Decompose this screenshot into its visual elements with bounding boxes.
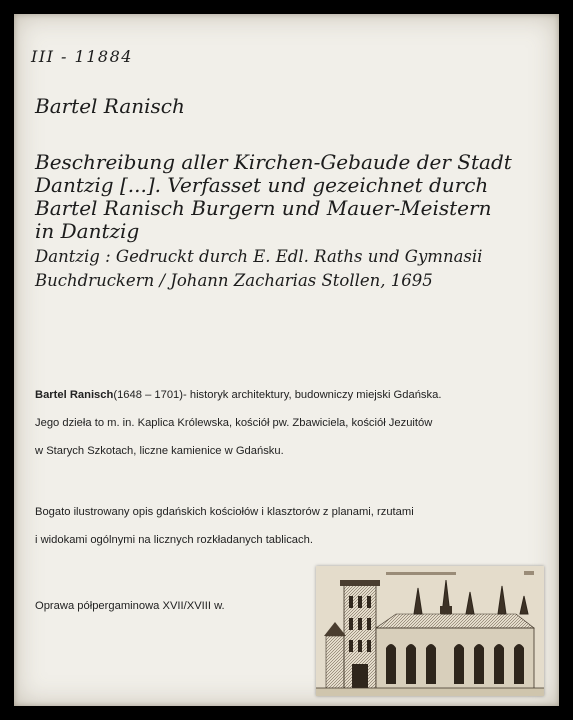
engraving-illustration [316,566,544,696]
binding-note: Oprawa półpergaminowa XVII/XVIII w. [35,600,225,612]
catalog-number: III - 11884 [31,47,133,66]
imprint-line: Dantzig : Gedruckt durch E. Edl. Raths und Gymnasii [35,247,483,266]
catalog-card [14,14,559,706]
bio-dates: (1648 – 1701)- historyk architektury, budowniczy miejski Gdańska. [113,389,442,401]
title-line: in Dantzig [35,219,140,243]
book-description [35,498,540,554]
book-title [35,151,550,243]
bio-line: w Starych Szkotach, liczne kamienice w Gdańsku. [35,445,284,457]
bio-name: Bartel Ranisch [35,389,114,401]
author-biography [35,381,540,465]
church-engraving-image [316,566,544,696]
bio-line: Jego dzieła to m. in. Kaplica Królewska, kościół pw. Zbawiciela, kościół Jezuitów [35,417,433,429]
title-line: Dantzig [...]. Verfasset und gezeichnet durch [35,173,489,197]
title-block [35,151,550,293]
description-line: Bogato ilustrowany opis gdańskich kościołów i klasztorów z planami, rzutami [35,506,414,518]
bio-line [35,381,540,409]
title-line: Beschreibung aller Kirchen-Gebaude der Stadt [35,150,512,174]
title-line: Bartel Ranisch Burgern und Mauer-Meistern [35,196,492,220]
imprint [35,245,550,293]
author-name: Bartel Ranisch [35,94,185,118]
imprint-line: Buchdruckern / Johann Zacharias Stollen, 1695 [35,271,433,290]
description-line: i widokami ogólnymi na licznych rozkładanych tablicach. [35,534,313,546]
